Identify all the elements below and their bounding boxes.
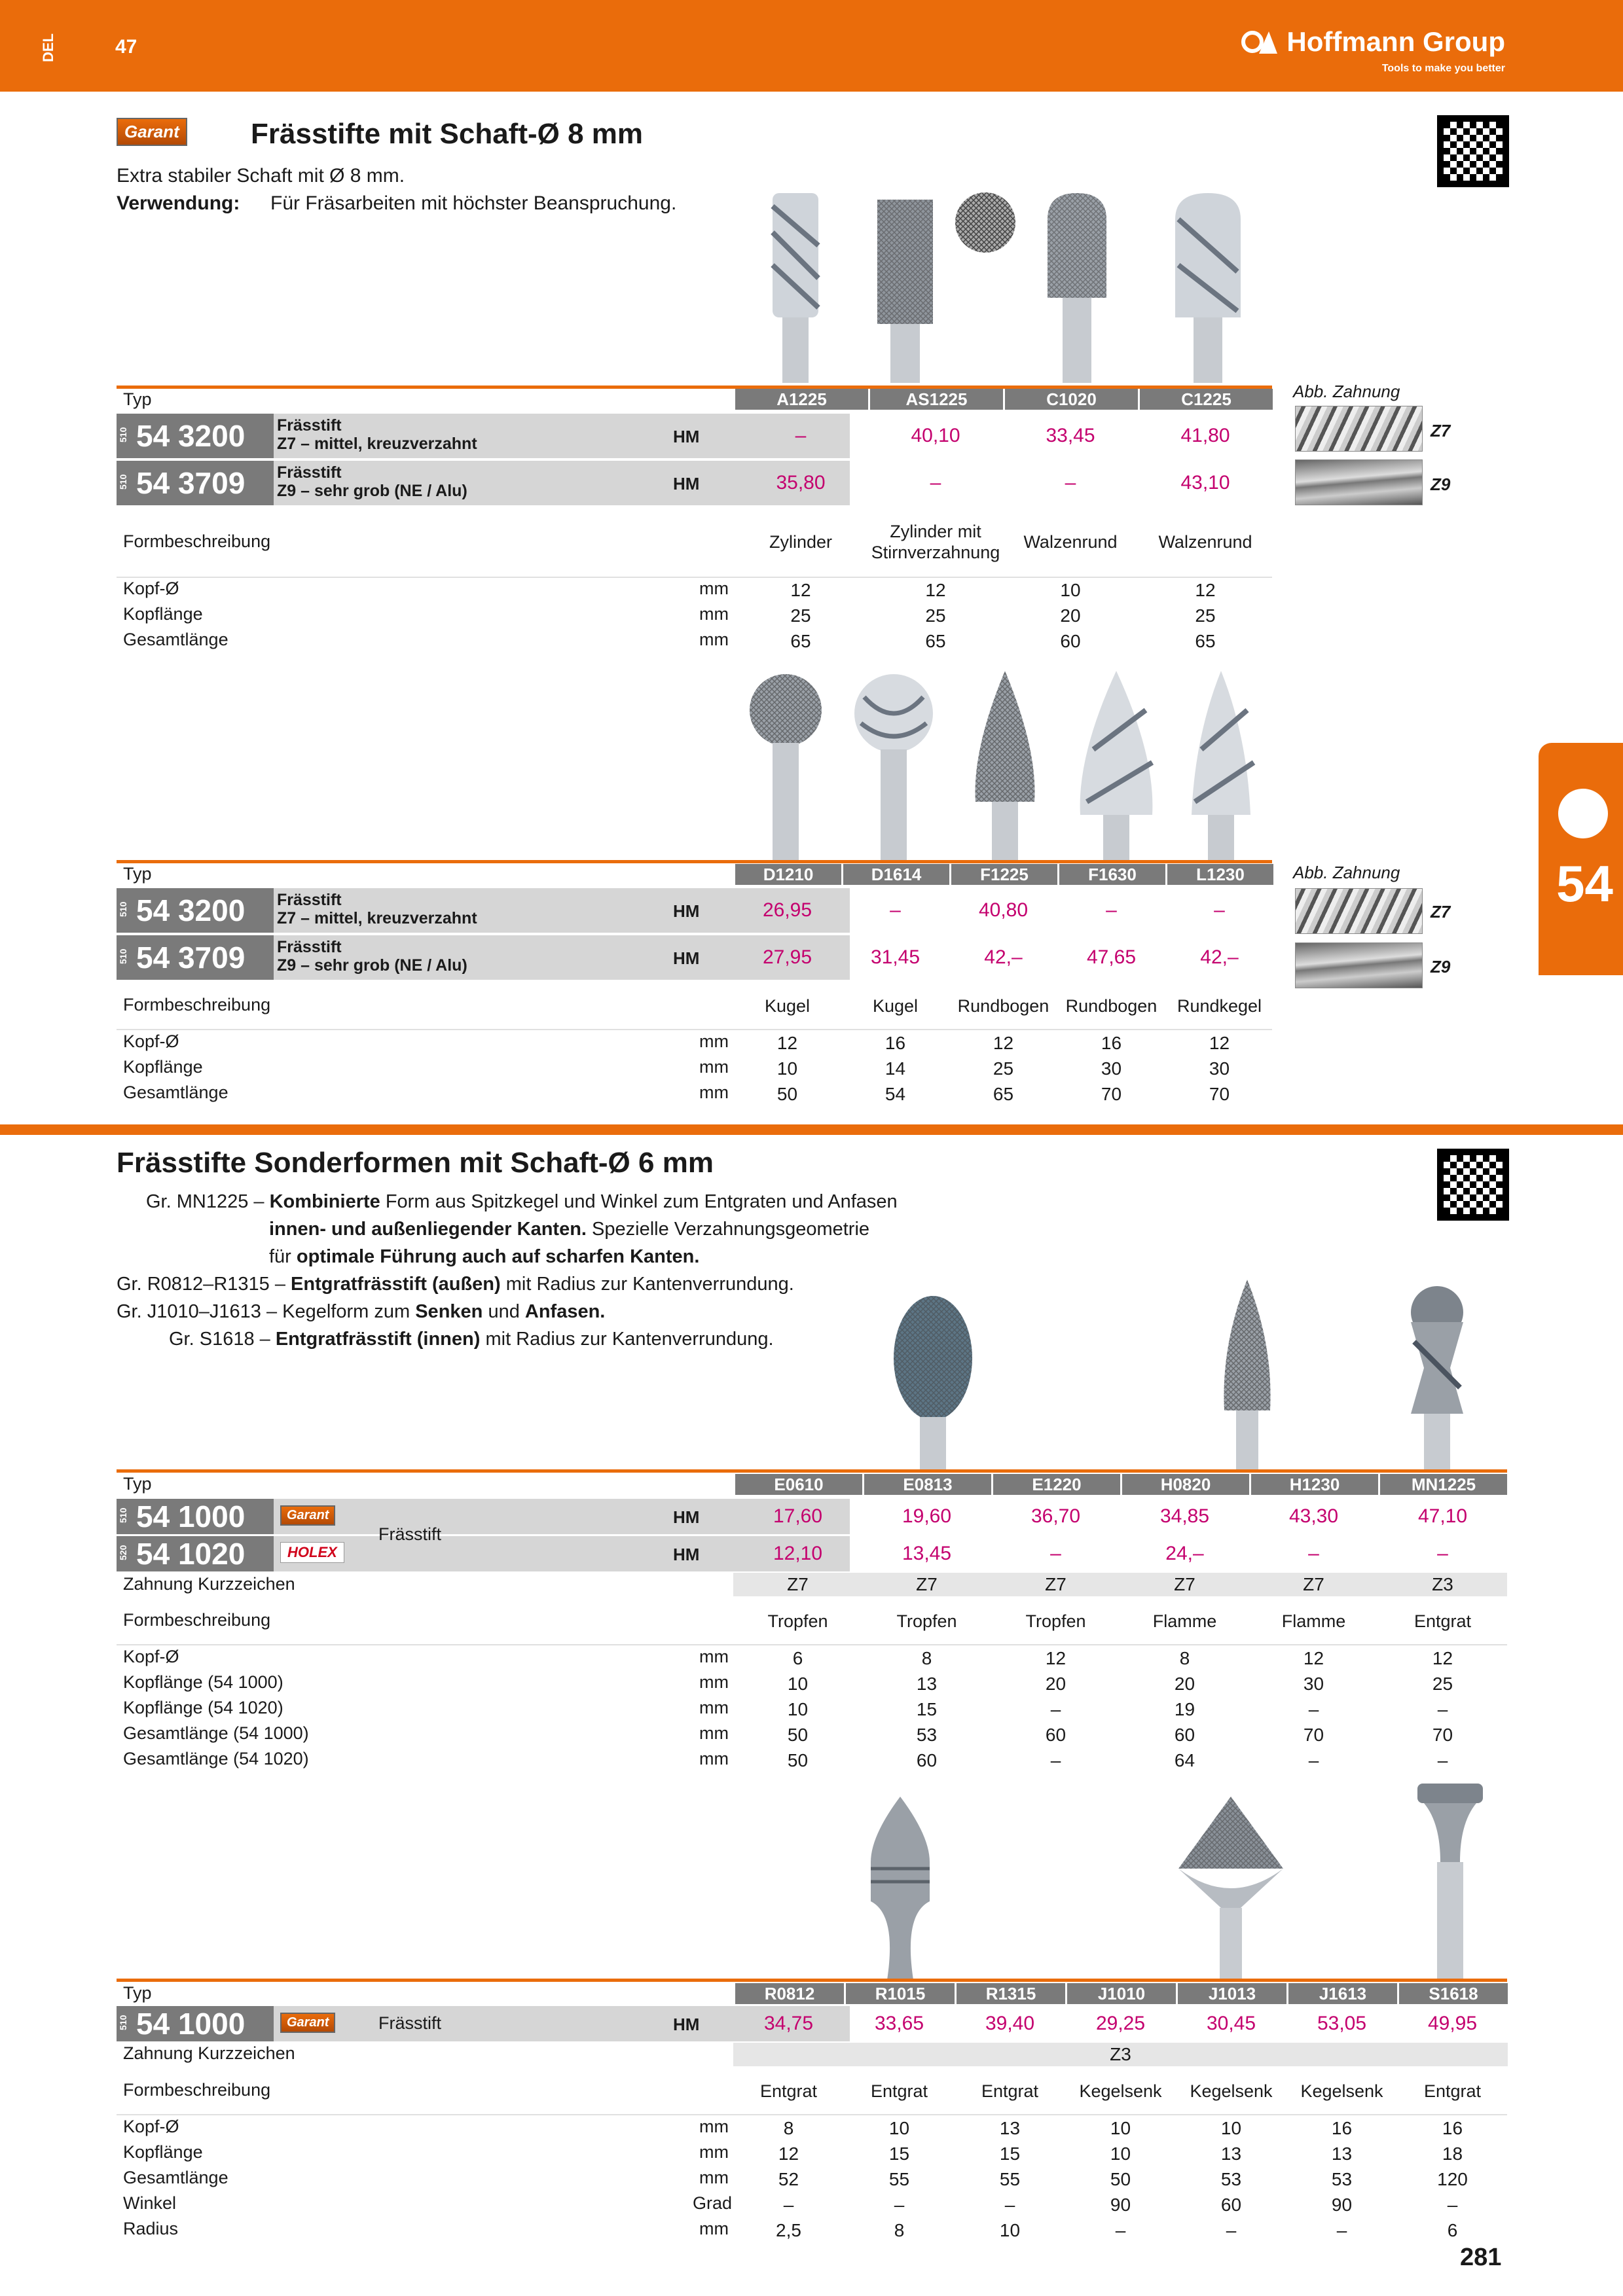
tool-image-mn1225 bbox=[1395, 1283, 1480, 1473]
typ-label: Typ bbox=[123, 1983, 152, 2003]
row-desc: Frässtift bbox=[378, 1524, 442, 1544]
type-col: C1225 bbox=[1138, 389, 1273, 410]
price-row bbox=[733, 461, 1273, 505]
price[interactable]: 33,65 bbox=[874, 2013, 924, 2034]
z9-label: Z9 bbox=[1431, 475, 1451, 494]
chapter-tab[interactable] bbox=[1539, 743, 1623, 975]
section-divider bbox=[0, 1124, 1623, 1135]
price[interactable]: 43,10 bbox=[1180, 472, 1230, 493]
price[interactable]: 12,10 bbox=[773, 1543, 823, 1564]
tool-image-f1630 bbox=[1074, 671, 1159, 861]
typ-label: Typ bbox=[123, 1474, 152, 1494]
zahnung-legend-title: Abb. Zahnung bbox=[1293, 863, 1400, 882]
row-desc: Frässtift bbox=[378, 2013, 442, 2033]
price[interactable]: – bbox=[1214, 899, 1225, 921]
material-hm: HM bbox=[673, 427, 700, 446]
price[interactable]: – bbox=[930, 472, 941, 493]
section1-intro: Extra stabiler Schaft mit Ø 8 mm. bbox=[117, 165, 405, 187]
form-value: Zylinder bbox=[769, 531, 833, 552]
saw-blade-icon bbox=[1558, 789, 1608, 838]
table1-type-header bbox=[733, 389, 1273, 410]
tool-image-j1013 bbox=[1175, 1790, 1286, 1980]
row-desc: Frässtift Z7 – mittel, kreuzverzahnt bbox=[277, 416, 477, 453]
price[interactable]: 19,60 bbox=[902, 1505, 952, 1527]
zahnung-label: Zahnung Kurzzeichen bbox=[123, 1574, 295, 1594]
price[interactable]: – bbox=[1065, 472, 1076, 493]
tool-face-image bbox=[953, 190, 1018, 255]
holex-brand-logo: HOLEX bbox=[280, 1542, 344, 1563]
tool-image-as1225 bbox=[871, 193, 943, 383]
price[interactable]: 47,10 bbox=[1417, 1505, 1468, 1527]
price[interactable]: 35,80 bbox=[776, 472, 826, 493]
table4-product-row: 510 54 1000 Garant Frässtift HM 34,75 33,65 39,40 29,25 30,45 53,05 49,95 bbox=[117, 2006, 1507, 2041]
z7-label: Z7 bbox=[1431, 421, 1451, 440]
type-col: AS1225 bbox=[868, 389, 1003, 410]
article-number[interactable]: 510 54 3709 bbox=[117, 461, 274, 505]
table3-top-rule bbox=[117, 1469, 1507, 1473]
price[interactable]: – bbox=[795, 425, 807, 446]
price[interactable]: 40,80 bbox=[978, 899, 1029, 921]
tool-image-d1614 bbox=[851, 671, 936, 861]
z9-tooth-image bbox=[1295, 459, 1423, 505]
section1-title: Frässtifte mit Schaft-Ø 8 mm bbox=[251, 118, 644, 150]
price[interactable]: 49,95 bbox=[1427, 2013, 1478, 2034]
typ-label: Typ bbox=[123, 389, 152, 409]
language-code: DEL bbox=[40, 33, 56, 62]
qr-code[interactable] bbox=[1437, 1149, 1509, 1221]
page-header bbox=[0, 0, 1623, 92]
tool-image-l1230 bbox=[1182, 671, 1260, 861]
article-number[interactable]: 510 54 3200 bbox=[117, 888, 274, 933]
price[interactable]: 27,95 bbox=[762, 946, 812, 968]
table4-top-rule bbox=[117, 1979, 1507, 1982]
table3-product-rows: 510 54 1000 Garant HM 17,60 19,60 36,70 34,85 43,30 47,10 520 54 1020 HOLEX HM Frässtift 12,10 13,45 – 24,– – – bbox=[117, 1499, 1507, 1572]
price[interactable]: 33,45 bbox=[1046, 425, 1095, 446]
form-row: Tropfen Tropfen Tropfen Flamme Flamme Entgrat bbox=[767, 1611, 1472, 1631]
price[interactable]: 53,05 bbox=[1317, 2013, 1367, 2034]
table1-product-rows bbox=[117, 414, 1272, 507]
price[interactable]: 13,45 bbox=[902, 1543, 952, 1564]
price[interactable]: – bbox=[1106, 899, 1117, 921]
z9-tooth-image bbox=[1295, 942, 1423, 988]
price[interactable]: 43,30 bbox=[1288, 1505, 1339, 1527]
price[interactable]: 42,– bbox=[984, 946, 1023, 968]
tool-image-r1015 bbox=[864, 1790, 936, 1980]
form-label: Formbeschreibung bbox=[123, 531, 271, 551]
price[interactable]: – bbox=[1437, 1543, 1448, 1564]
price[interactable]: 34,75 bbox=[763, 2013, 814, 2034]
tool-image-h1230 bbox=[1218, 1280, 1277, 1473]
form-value: Walzenrund bbox=[1023, 531, 1118, 552]
table2-type-header: D1210 D1614 F1225 F1630 L1230 bbox=[733, 864, 1273, 885]
z7-tooth-image bbox=[1295, 888, 1423, 934]
material-hm: HM bbox=[673, 474, 700, 493]
type-col: A1225 bbox=[733, 389, 868, 410]
price[interactable]: 26,95 bbox=[762, 899, 812, 921]
table4-type-header: R0812 R1015 R1315 J1010 J1013 J1613 S1618 bbox=[733, 1983, 1508, 2004]
verwendung-text: Für Fräsarbeiten mit höchster Beanspruchung. bbox=[270, 192, 677, 214]
garant-brand-logo: Garant bbox=[280, 2013, 335, 2033]
table2-product-rows: 510 54 3200 Frässtift Z7 – mittel, kreuzverzahnt HM 26,95 – 40,80 – – 510 54 3709 Frässtift Z9 – sehr grob (NE / Alu) HM 27,95 31,45 42,– 47,65 42,– bbox=[117, 888, 1272, 981]
tool-image-a1225 bbox=[753, 193, 838, 383]
article-number[interactable]: 510 54 1000 bbox=[117, 1499, 274, 1534]
tool-image-f1225 bbox=[966, 671, 1044, 861]
hoffmann-logo[interactable] bbox=[1239, 26, 1505, 74]
article-number[interactable]: 520 54 1020 bbox=[117, 1536, 274, 1571]
price[interactable]: 36,70 bbox=[1030, 1505, 1081, 1527]
table2-top-rule bbox=[117, 860, 1272, 863]
hoffmann-logo-icon bbox=[1239, 27, 1279, 56]
price[interactable]: 34,85 bbox=[1159, 1505, 1210, 1527]
price[interactable]: 31,45 bbox=[870, 946, 921, 968]
tool-image-d1210 bbox=[743, 671, 828, 861]
garant-brand-logo: Garant bbox=[280, 1505, 335, 1526]
type-col: C1020 bbox=[1003, 389, 1138, 410]
price[interactable]: 24,– bbox=[1165, 1543, 1204, 1564]
section2-title: Frässtifte Sonderformen mit Schaft-Ø 6 mm bbox=[117, 1147, 714, 1179]
z7-tooth-image bbox=[1295, 406, 1423, 452]
header-page-number: 47 bbox=[115, 36, 137, 58]
chapter-number: 54 bbox=[1556, 855, 1613, 912]
logo-text: Hoffmann Group bbox=[1286, 26, 1505, 57]
price-row bbox=[733, 414, 1273, 458]
price[interactable]: – bbox=[1308, 1543, 1319, 1564]
typ-label: Typ bbox=[123, 864, 152, 884]
price[interactable]: – bbox=[1050, 1543, 1061, 1564]
form-label: Formbeschreibung bbox=[123, 2080, 271, 2100]
table3-type-header: E0610 E0813 E1220 H0820 H1230 MN1225 bbox=[733, 1474, 1507, 1495]
form-label: Formbeschreibung bbox=[123, 1610, 271, 1630]
row-desc: Frässtift Z9 – sehr grob (NE / Alu) bbox=[277, 463, 467, 500]
zahnung-label: Zahnung Kurzzeichen bbox=[123, 2043, 295, 2063]
tool-image-s1618 bbox=[1414, 1784, 1486, 1980]
price[interactable]: 30,45 bbox=[1206, 2013, 1256, 2034]
price[interactable]: 42,– bbox=[1200, 946, 1239, 968]
form-row bbox=[733, 507, 1273, 577]
tool-image-c1020 bbox=[1041, 193, 1113, 383]
price[interactable]: 39,40 bbox=[985, 2013, 1035, 2034]
price[interactable]: – bbox=[890, 899, 901, 921]
form-value: Walzenrund bbox=[1158, 531, 1252, 552]
garant-brand-logo: Garant bbox=[117, 118, 187, 146]
zahnung-row: Z7 Z7 Z7 Z7 Z7 Z3 bbox=[733, 1573, 1507, 1596]
tool-image-e1220 bbox=[884, 1296, 982, 1473]
section2-notes: Gr. MN1225 – Kombinierte Form aus Spitzkegel und Winkel zum Entgraten und Anfasen innen- und außenliegender Kanten. Spezielle Verzahnungsgeometrie für optimale Führung auch auf scharfen Kanten. Gr. R0812–R1315 – Entgratfrässtift (außen) mit Radius zur Kantenverrundung. Gr. J1010–J1613 – Kegelform zum Senken und Anfasen. Gr. S1618 – Entgratfrässtift (innen) mit Radius zur Kantenverrundung. bbox=[117, 1191, 898, 1350]
article-number[interactable]: 510 54 3200 bbox=[117, 414, 274, 458]
qr-code[interactable] bbox=[1437, 115, 1509, 187]
z9-label: Z9 bbox=[1431, 957, 1451, 977]
tool-image-c1225 bbox=[1172, 193, 1244, 383]
form-label: Formbeschreibung bbox=[123, 995, 271, 1014]
form-row: Kugel Kugel Rundbogen Rundbogen Rundkegel bbox=[764, 996, 1262, 1016]
price[interactable]: 40,10 bbox=[911, 425, 960, 446]
article-number[interactable]: 510 54 3709 bbox=[117, 935, 274, 980]
price[interactable]: 29,25 bbox=[1095, 2013, 1146, 2034]
price[interactable]: 41,80 bbox=[1180, 425, 1230, 446]
price[interactable]: 17,60 bbox=[773, 1505, 823, 1527]
page-number: 281 bbox=[1460, 2244, 1502, 2271]
verwendung-label: Verwendung: bbox=[117, 192, 240, 214]
article-number[interactable]: 510 54 1000 bbox=[117, 2006, 274, 2041]
logo-tagline: Tools to make you better bbox=[1381, 63, 1505, 74]
price[interactable]: 47,65 bbox=[1086, 946, 1137, 968]
z7-label: Z7 bbox=[1431, 902, 1451, 922]
zahnung-legend-title: Abb. Zahnung bbox=[1293, 382, 1400, 401]
zahnung-value: Z3 bbox=[733, 2043, 1508, 2066]
form-row: Entgrat Entgrat Entgrat Kegelsenk Kegelsenk Kegelsenk Entgrat bbox=[759, 2081, 1482, 2101]
form-value: Zylinder mit Stirnverzahnung bbox=[871, 522, 1000, 562]
divider bbox=[117, 577, 1272, 578]
